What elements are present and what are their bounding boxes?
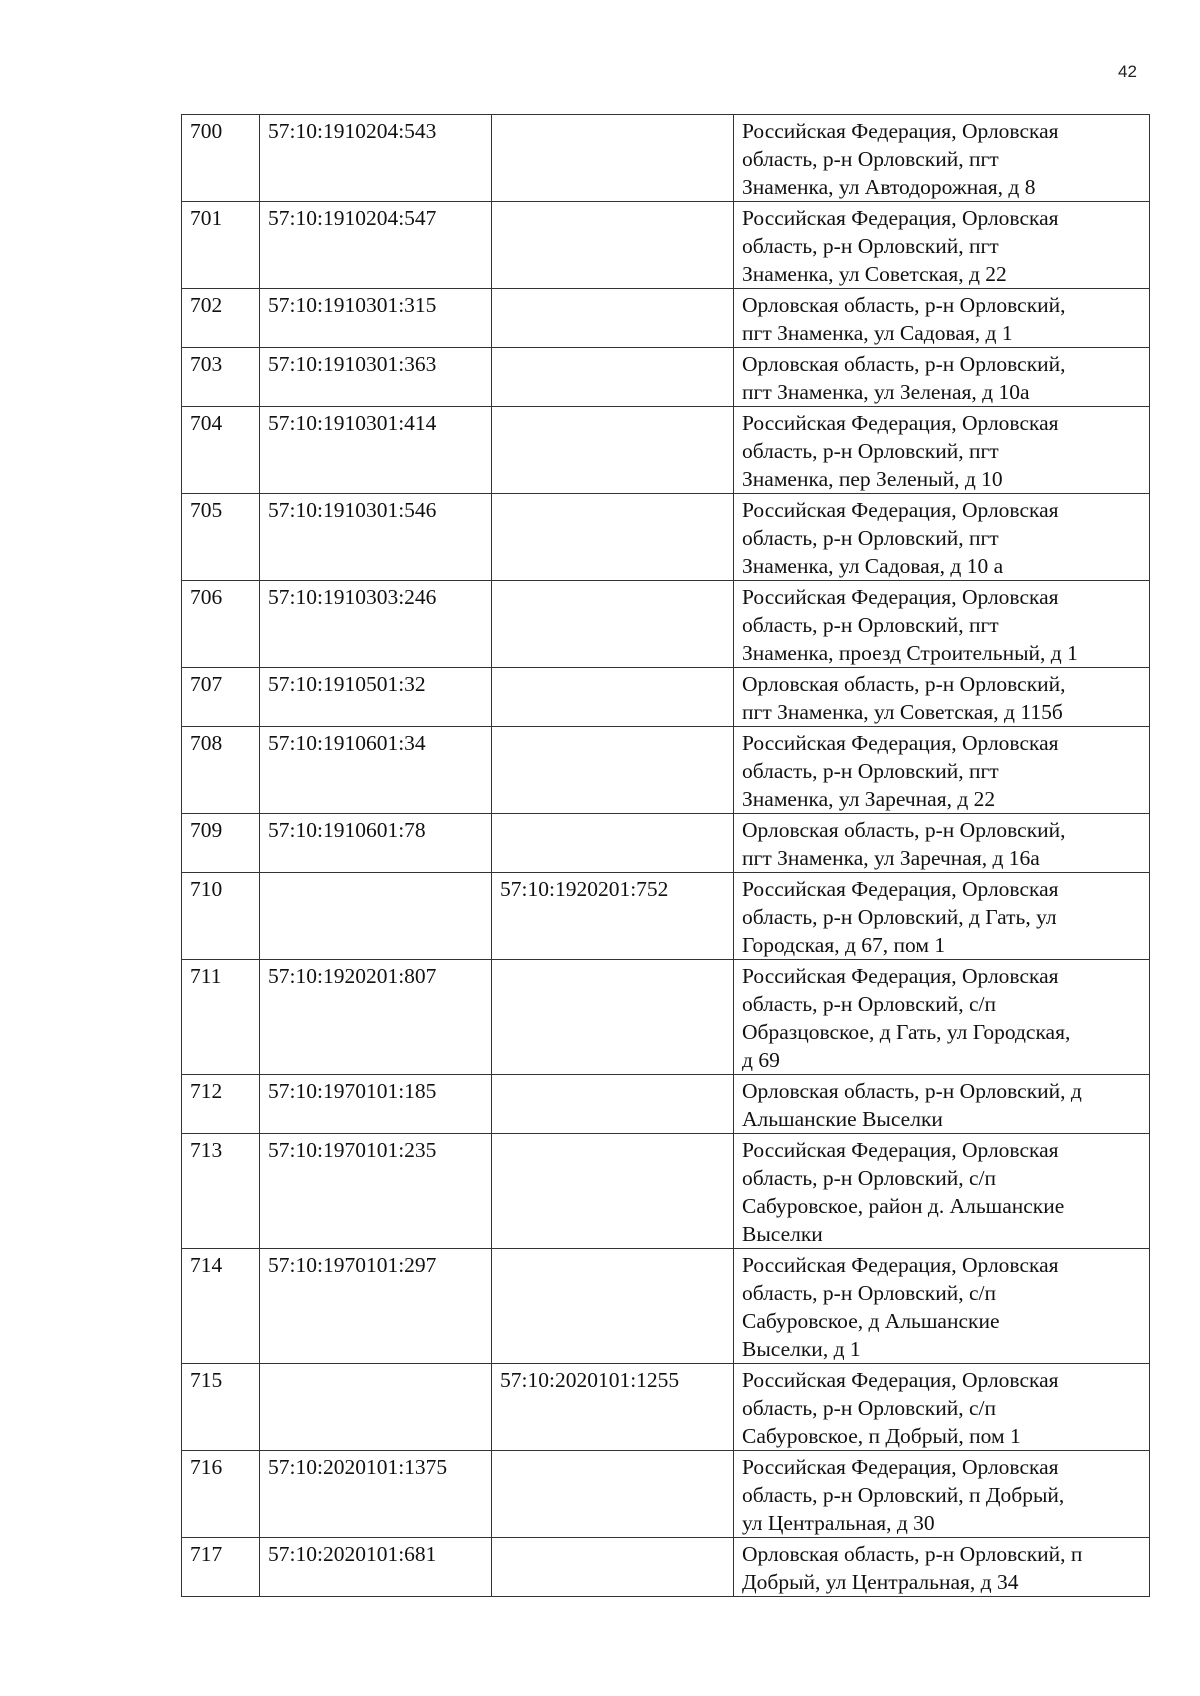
cadastral-number-cell: 57:10:1970101:235 (260, 1134, 492, 1249)
page-number: 42 (1118, 62, 1137, 81)
row-number-cell: 710 (182, 873, 260, 960)
table-row (182, 960, 1150, 1075)
row-number-cell: 701 (182, 202, 260, 289)
parent-cadastral-number-cell (492, 1451, 734, 1538)
address-cell: Российская Федерация, Орловская область, р-н Орловский, д Гать, ул Городская, д 67, пом 1 (734, 873, 1150, 960)
address-cell: Российская Федерация, Орловская область, р-н Орловский, пгт Знаменка, ул Автодорожная, д 8 (734, 115, 1150, 202)
row-number-cell: 707 (182, 668, 260, 727)
parent-cadastral-number-cell (492, 1134, 734, 1249)
cadastral-number-cell: 57:10:1910301:315 (260, 289, 492, 348)
table-row (182, 348, 1150, 407)
address-cell: Российская Федерация, Орловская область, р-н Орловский, с/п Сабуровское, район д. Альшанские Выселки (734, 1134, 1150, 1249)
cadastral-number-cell: 57:10:1910601:34 (260, 727, 492, 814)
row-number-cell: 704 (182, 407, 260, 494)
row-number-cell: 703 (182, 348, 260, 407)
cadastral-number-cell: 57:10:1910204:547 (260, 202, 492, 289)
parent-cadastral-number-cell (492, 668, 734, 727)
address-cell: Российская Федерация, Орловская область, р-н Орловский, п Добрый, ул Центральная, д 30 (734, 1451, 1150, 1538)
parent-cadastral-number-cell (492, 348, 734, 407)
cadastral-number-cell: 57:10:1910303:246 (260, 581, 492, 668)
table-row (182, 1134, 1150, 1249)
table-row (182, 668, 1150, 727)
row-number-cell: 717 (182, 1538, 260, 1597)
table-row (182, 202, 1150, 289)
parent-cadastral-number-cell (492, 494, 734, 581)
table-row (182, 727, 1150, 814)
parent-cadastral-number-cell (492, 1538, 734, 1597)
address-cell: Орловская область, р-н Орловский, п Добрый, ул Центральная, д 34 (734, 1538, 1150, 1597)
row-number-cell: 716 (182, 1451, 260, 1538)
cadastral-number-cell: 57:10:1910204:543 (260, 115, 492, 202)
table-row (182, 289, 1150, 348)
address-cell: Орловская область, р-н Орловский, пгт Знаменка, ул Зеленая, д 10а (734, 348, 1150, 407)
row-number-cell: 705 (182, 494, 260, 581)
cadastral-number-cell: 57:10:1910301:546 (260, 494, 492, 581)
cadastral-number-cell (260, 873, 492, 960)
cadastral-number-cell: 57:10:1910501:32 (260, 668, 492, 727)
table-row (182, 115, 1150, 202)
address-cell: Орловская область, р-н Орловский, пгт Знаменка, ул Советская, д 115б (734, 668, 1150, 727)
row-number-cell: 711 (182, 960, 260, 1075)
address-cell: Орловская область, р-н Орловский, пгт Знаменка, ул Заречная, д 16а (734, 814, 1150, 873)
parent-cadastral-number-cell (492, 727, 734, 814)
row-number-cell: 708 (182, 727, 260, 814)
row-number-cell: 709 (182, 814, 260, 873)
address-cell: Российская Федерация, Орловская область, р-н Орловский, с/п Сабуровское, д Альшанские Выселки, д 1 (734, 1249, 1150, 1364)
address-cell: Орловская область, р-н Орловский, д Альшанские Выселки (734, 1075, 1150, 1134)
parent-cadastral-number-cell (492, 289, 734, 348)
address-cell: Российская Федерация, Орловская область, р-н Орловский, пгт Знаменка, ул Садовая, д 10 а (734, 494, 1150, 581)
parent-cadastral-number-cell: 57:10:2020101:1255 (492, 1364, 734, 1451)
parent-cadastral-number-cell (492, 202, 734, 289)
parent-cadastral-number-cell: 57:10:1920201:752 (492, 873, 734, 960)
table-row (182, 494, 1150, 581)
cadastral-number-cell (260, 1364, 492, 1451)
parent-cadastral-number-cell (492, 1075, 734, 1134)
row-number-cell: 706 (182, 581, 260, 668)
cadastral-number-cell: 57:10:1910301:414 (260, 407, 492, 494)
parent-cadastral-number-cell (492, 960, 734, 1075)
parent-cadastral-number-cell (492, 1249, 734, 1364)
table-row (182, 814, 1150, 873)
table-row (182, 1451, 1150, 1538)
address-cell: Орловская область, р-н Орловский, пгт Знаменка, ул Садовая, д 1 (734, 289, 1150, 348)
cadastral-number-cell: 57:10:1910301:363 (260, 348, 492, 407)
address-cell: Российская Федерация, Орловская область, р-н Орловский, пгт Знаменка, пер Зеленый, д 10 (734, 407, 1150, 494)
row-number-cell: 714 (182, 1249, 260, 1364)
row-number-cell: 702 (182, 289, 260, 348)
address-cell: Российская Федерация, Орловская область, р-н Орловский, пгт Знаменка, проезд Строительный, д 1 (734, 581, 1150, 668)
cadastral-number-cell: 57:10:1920201:807 (260, 960, 492, 1075)
table-row (182, 1075, 1150, 1134)
parent-cadastral-number-cell (492, 115, 734, 202)
table-row (182, 1249, 1150, 1364)
row-number-cell: 715 (182, 1364, 260, 1451)
table-body (182, 115, 1150, 1597)
table-row (182, 873, 1150, 960)
cadastral-number-cell: 57:10:1970101:185 (260, 1075, 492, 1134)
address-cell: Российская Федерация, Орловская область, р-н Орловский, пгт Знаменка, ул Советская, д 22 (734, 202, 1150, 289)
cadastral-number-cell: 57:10:1970101:297 (260, 1249, 492, 1364)
table-row (182, 407, 1150, 494)
cadastral-number-cell: 57:10:2020101:1375 (260, 1451, 492, 1538)
table-row (182, 1538, 1150, 1597)
cadastral-number-cell: 57:10:1910601:78 (260, 814, 492, 873)
address-cell: Российская Федерация, Орловская область, р-н Орловский, пгт Знаменка, ул Заречная, д 22 (734, 727, 1150, 814)
address-cell: Российская Федерация, Орловская область, р-н Орловский, с/п Образцовское, д Гать, ул Городская, д 69 (734, 960, 1150, 1075)
table-row (182, 1364, 1150, 1451)
property-table (181, 114, 1150, 1597)
parent-cadastral-number-cell (492, 814, 734, 873)
row-number-cell: 700 (182, 115, 260, 202)
cadastral-number-cell: 57:10:2020101:681 (260, 1538, 492, 1597)
row-number-cell: 712 (182, 1075, 260, 1134)
table-row (182, 581, 1150, 668)
parent-cadastral-number-cell (492, 407, 734, 494)
address-cell: Российская Федерация, Орловская область, р-н Орловский, с/п Сабуровское, п Добрый, пом 1 (734, 1364, 1150, 1451)
parent-cadastral-number-cell (492, 581, 734, 668)
row-number-cell: 713 (182, 1134, 260, 1249)
